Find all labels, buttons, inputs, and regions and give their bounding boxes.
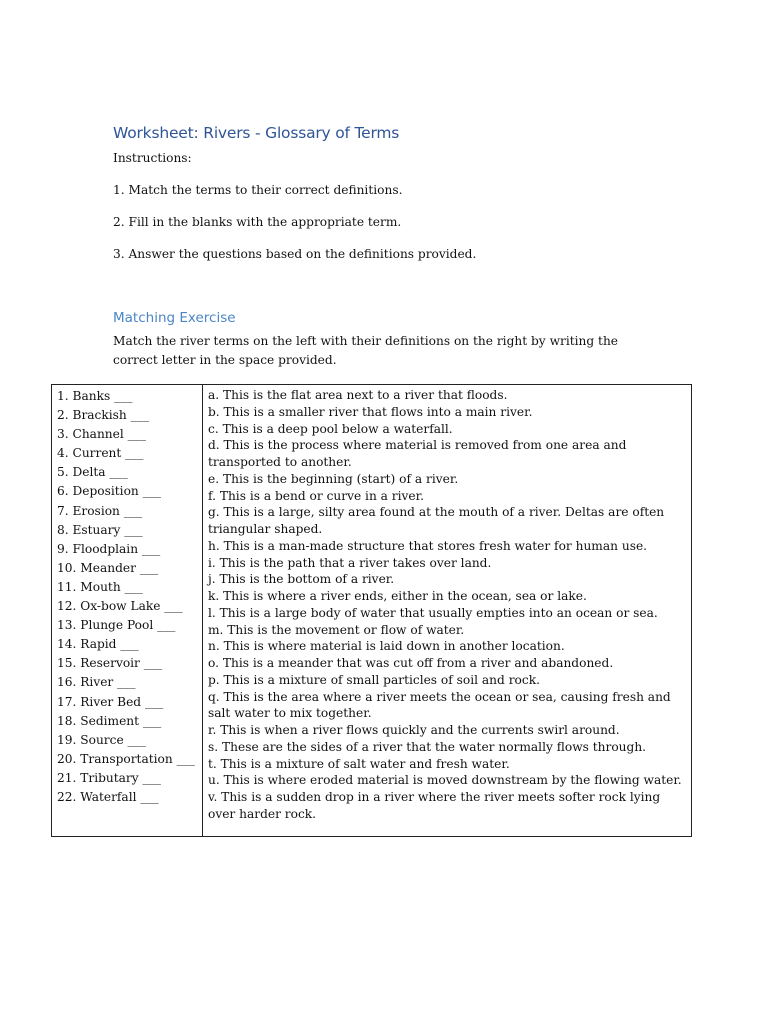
term-item: 1. Banks ___: [57, 389, 133, 403]
definition-item: b. This is a smaller river that flows into a main river.: [208, 404, 533, 419]
term-item: 10. Meander ___: [57, 560, 159, 575]
term-item: 5. Delta ___: [57, 465, 128, 480]
term-item: 15. Reservoir ___: [57, 656, 163, 671]
page-title: Worksheet: Rivers - Glossary of Terms: [113, 124, 400, 142]
definition-item: d. This is the process where material is removed from one area and transported to another.: [208, 438, 627, 469]
term-item: 19. Source ___: [57, 732, 146, 747]
term-item: 21. Tributary ___: [57, 770, 161, 785]
term-item: 8. Estuary ___: [57, 522, 143, 537]
definition-item: p. This is a mixture of small particles of soil and rock.: [208, 672, 540, 687]
instructions-label: Instructions:: [113, 151, 192, 165]
term-item: 13. Plunge Pool ___: [57, 618, 176, 633]
definition-item: j. This is the bottom of a river.: [208, 572, 395, 587]
definition-item: v. This is a sudden drop in a river where the river meets softer rock lying over harder rock.: [208, 790, 661, 821]
term-item: 6. Deposition ___: [57, 484, 161, 499]
instruction-item: 1. Match the terms to their correct definitions.: [113, 183, 403, 197]
term-item: 2. Brackish ___: [57, 408, 149, 423]
definition-item: s. These are the sides of a river that the water normally flows through.: [208, 739, 647, 754]
definitions-column: [203, 385, 692, 837]
definition-item: i. This is the path that a river takes over land.: [208, 555, 492, 570]
definition-item: f. This is a bend or curve in a river.: [208, 488, 424, 503]
term-item: 7. Erosion ___: [57, 503, 143, 518]
term-item: 12. Ox-bow Lake ___: [57, 599, 183, 614]
term-item: 17. River Bed ___: [57, 694, 164, 709]
term-item: 3. Channel ___: [57, 427, 146, 442]
instruction-item: 2. Fill in the blanks with the appropriate term.: [113, 215, 402, 229]
definition-item: l. This is a large body of water that usually empties into an ocean or sea.: [208, 605, 658, 620]
term-item: 16. River ___: [57, 675, 136, 690]
definition-item: e. This is the beginning (start) of a river.: [208, 471, 459, 486]
definition-item: c. This is a deep pool below a waterfall.: [208, 421, 453, 436]
definition-item: n. This is where material is laid down in another location.: [208, 639, 565, 654]
instruction-item: 3. Answer the questions based on the definitions provided.: [113, 247, 477, 261]
matching-table: [51, 384, 692, 837]
definition-item: a. This is the flat area next to a river that floods.: [208, 388, 508, 402]
term-item: 22. Waterfall ___: [57, 789, 159, 804]
definition-item: g. This is a large, silty area found at the mouth of a river. Deltas are often triangular shaped.: [208, 505, 665, 536]
terms-column: [52, 385, 203, 837]
definition-item: t. This is a mixture of salt water and fresh water.: [208, 756, 510, 771]
term-item: 14. Rapid ___: [57, 637, 139, 652]
term-item: 20. Transportation ___: [57, 751, 195, 766]
definition-item: u. This is where eroded material is moved downstream by the flowing water.: [208, 773, 682, 788]
term-item: 9. Floodplain ___: [57, 541, 161, 556]
definition-item: k. This is where a river ends, either in the ocean, sea or lake.: [208, 589, 587, 603]
term-item: 18. Sediment ___: [57, 713, 162, 728]
section-description: Match the river terms on the left with their definitions on the right by writing the correct letter in the space provided.: [113, 334, 619, 367]
term-item: 4. Current ___: [57, 446, 144, 461]
definition-item: o. This is a meander that was cut off from a river and abandoned.: [208, 656, 614, 670]
definition-item: m. This is the movement or flow of water.: [208, 622, 465, 637]
definition-item: r. This is when a river flows quickly and the currents swirl around.: [208, 723, 620, 737]
section-heading: Matching Exercise: [113, 310, 236, 326]
definition-item: q. This is the area where a river meets the ocean or sea, causing fresh and salt water to mix together.: [208, 689, 671, 721]
term-item: 11. Mouth ___: [57, 579, 143, 594]
definition-item: h. This is a man-made structure that stores fresh water for human use.: [208, 538, 648, 553]
